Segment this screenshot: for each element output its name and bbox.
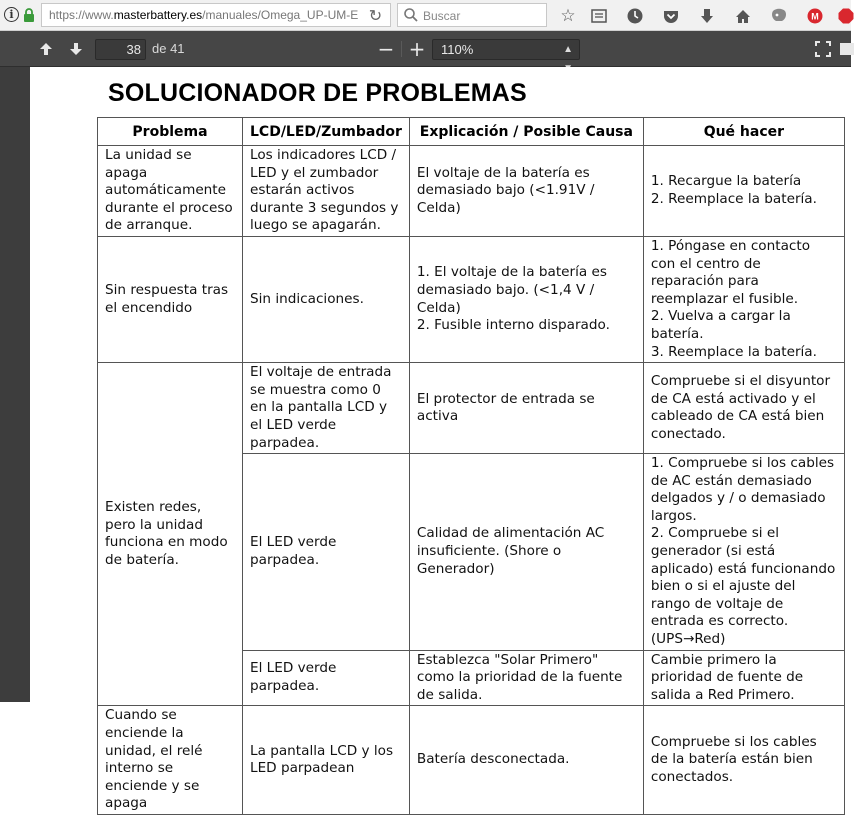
zoom-out-icon[interactable]: − [377,37,395,61]
cause-cell: Calidad de alimentación AC insuficiente. (Shore o Generador) [409,454,643,651]
problem-cell: Cuando se enciende la unidad, el relé interno se enciende y se apaga [98,706,243,815]
table-row [98,363,845,454]
table-header-row [98,118,845,146]
browser-navbar [0,0,851,31]
indicator-cell: El LED verde parpadea. [243,454,410,651]
pocket-icon[interactable] [660,5,682,27]
table-row [98,146,845,237]
table-row [98,236,845,362]
cause-cell: Establezca "Solar Primero" como la prioridad de la fuente de salida. [409,650,643,706]
presentation-mode-icon[interactable] [813,39,833,59]
action-cell: 1. Póngase en contacto con el centro de reparación para reemplazar el fusible. 2. Vuelva a cargar la batería. 3. Reemplace la batería. [643,236,844,362]
problem-cell: Existen redes, pero la unidad funciona en modo de batería. [98,363,243,706]
page-count-label: de 41 [152,41,185,56]
lock-icon [23,8,35,22]
svg-text:M: M [811,11,819,22]
troubleshooting-table [97,117,845,815]
history-icon[interactable] [624,5,646,27]
url-text: https://www.masterbattery.es/manuales/Omega_UP-UM-E [49,8,359,22]
url-bar[interactable] [41,3,391,27]
info-icon[interactable]: i [4,7,19,22]
home-icon[interactable] [732,5,754,27]
extension-icon[interactable] [768,5,790,27]
pdf-page [30,67,851,812]
chevron-updown-icon: ▲ [563,44,573,55]
pdf-toolbar [0,31,851,67]
problem-cell: Sin respuesta tras el encendido [98,236,243,362]
page-title: SOLUCIONADOR DE PROBLEMAS [108,79,527,107]
search-input[interactable]: Buscar [397,3,547,27]
download-icon[interactable] [696,5,718,27]
indicator-cell: El LED verde parpadea. [243,650,410,706]
cause-cell: El protector de entrada se activa [409,363,643,454]
reload-icon[interactable]: ↻ [361,3,391,27]
column-header-cause: Explicación / Posible Causa [409,118,643,146]
action-cell: 1. Compruebe si los cables de AC están demasiado delgados y / o demasiado largos. 2. Compruebe si el generador (si está aplicado) está funcionando bien o si el ajuste del rango de voltaje de entrada es correcto. (UPS→Red) [643,454,844,651]
action-cell: Cambie primero la prioridad de fuente de salida a Red Primero. [643,650,844,706]
action-cell: 1. Recargue la batería 2. Reemplace la batería. [643,146,844,237]
search-icon [403,7,419,23]
mega-extension-icon[interactable] [804,5,826,27]
indicator-cell: Sin indicaciones. [243,236,410,362]
column-header-indicator: LCD/LED/Zumbador [243,118,410,146]
table-row [98,706,845,815]
problem-cell: La unidad se apaga automáticamente durante el proceso de arranque. [98,146,243,237]
cause-cell: Batería desconectada. [409,706,643,815]
indicator-cell: La pantalla LCD y los LED parpadean [243,706,410,815]
zoom-in-icon[interactable]: + [408,37,426,61]
bookmark-star-icon[interactable]: ☆ [560,6,576,26]
open-file-icon[interactable] [842,39,851,59]
divider [401,41,402,57]
column-header-problem: Problema [98,118,243,146]
indicator-cell: El voltaje de entrada se muestra como 0 en la pantalla LCD y el LED verde parpadea. [243,363,410,454]
page-number-input[interactable]: 38 [95,39,146,60]
next-page-icon[interactable] [66,39,86,59]
cause-cell: El voltaje de la batería es demasiado bajo (<1.91V / Celda) [409,146,643,237]
column-header-action: Qué hacer [643,118,844,146]
previous-page-icon[interactable] [36,39,56,59]
action-cell: Compruebe si los cables de la batería están bien conectados. [643,706,844,815]
pdf-viewer [0,67,851,812]
adblock-icon[interactable] [838,5,851,27]
cause-cell: 1. El voltaje de la batería es demasiado bajo. (<1,4 V / Celda) 2. Fusible interno disparado. [409,236,643,362]
action-cell: Compruebe si el disyuntor de CA está activado y el cableado de CA está bien conectado. [643,363,844,454]
indicator-cell: Los indicadores LCD / LED y el zumbador estarán activos durante 3 segundos y luego se apagarán. [243,146,410,237]
reading-list-icon[interactable] [588,5,610,27]
zoom-select[interactable]: 110% ▲ [432,39,580,60]
